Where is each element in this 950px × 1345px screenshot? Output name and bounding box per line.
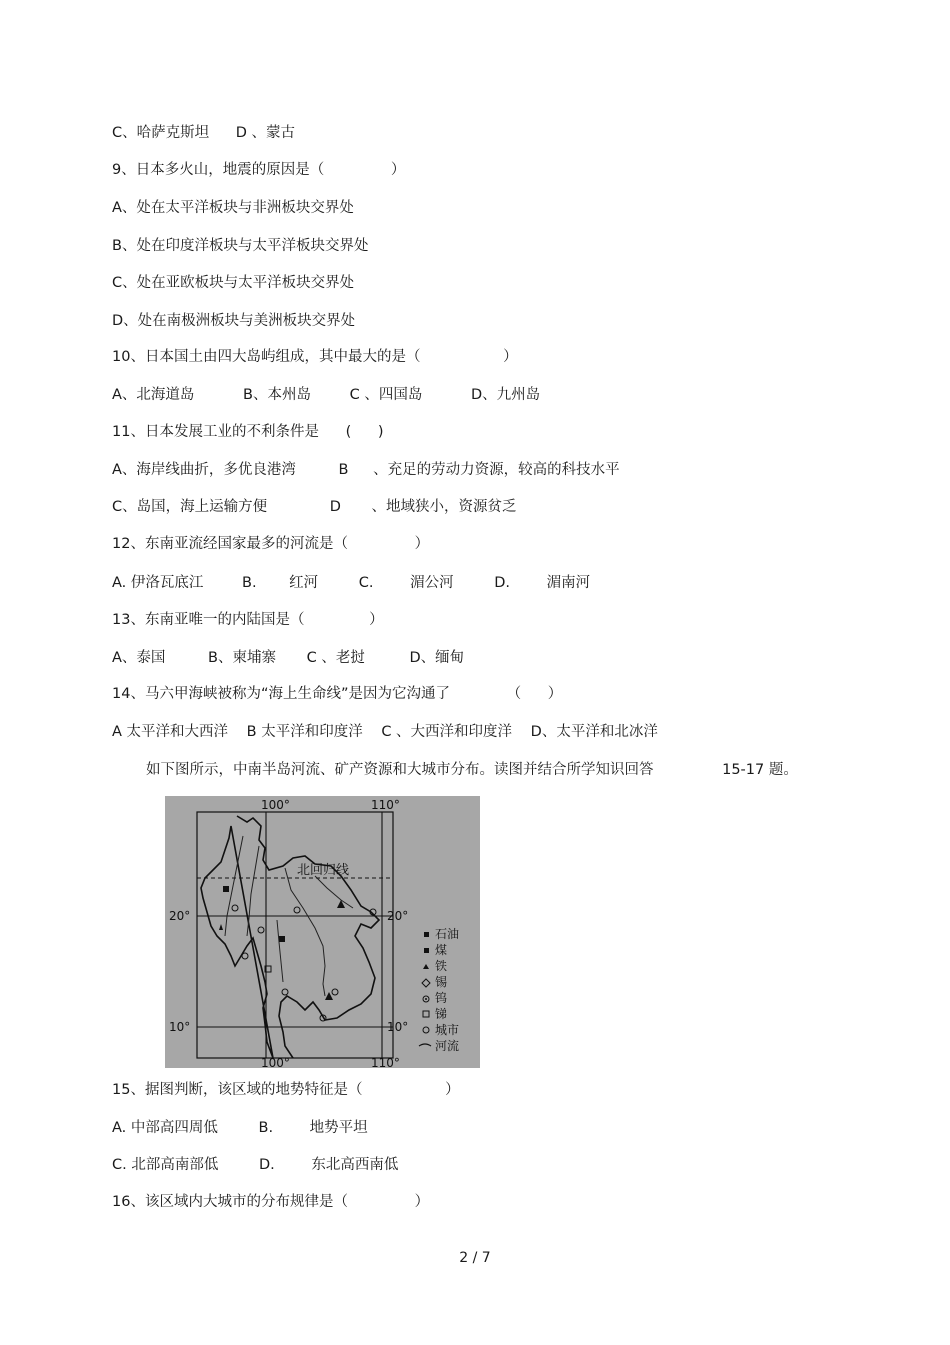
q9-option-c <box>112 273 354 293</box>
q13-options <box>112 648 464 668</box>
option-c: C、岛国，海上运输方便 <box>112 499 268 515</box>
legend-river: 河流 <box>435 1039 460 1053</box>
option-d: D 、蒙古 <box>235 125 296 141</box>
question-text: 12、东南亚流经国家最多的河流是（ <box>112 536 348 552</box>
option-b-letter: B <box>338 462 349 478</box>
answer-bracket: ） <box>369 612 384 628</box>
legend-oil-icon <box>424 932 429 937</box>
legend-tungsten-dot <box>425 998 427 1000</box>
answer-bracket: ） <box>445 1082 460 1098</box>
question-text: 10、日本国土由四大岛屿组成，其中最大的是（ <box>112 349 421 365</box>
q11-options-ab <box>112 460 620 480</box>
question-text: 13、东南亚唯一的内陆国是（ <box>112 612 305 628</box>
option-b-letter: B. <box>258 1120 274 1136</box>
lat-label-right-20: 20° <box>387 909 409 923</box>
option-d: D、缅甸 <box>409 650 465 666</box>
legend-city: 城市 <box>435 1023 460 1037</box>
question-text: 16、该区域内大城市的分布规律是（ <box>112 1194 348 1210</box>
option-c-letter: C. <box>358 575 374 591</box>
option-d-text: 东北高西南低 <box>311 1157 399 1173</box>
option-a: A、北海道岛 <box>112 387 195 403</box>
legend-coal-icon <box>424 948 429 953</box>
question-text: 15、据图判断，该区域的地势特征是（ <box>112 1082 363 1098</box>
q11-stem <box>112 422 384 442</box>
option-d-letter: D. <box>494 575 511 591</box>
bracket-open: ( <box>345 424 352 440</box>
option-d: D、太平洋和北冰洋 <box>530 724 658 740</box>
lat-label-right-10: 10° <box>387 1020 409 1034</box>
question-text: 9、日本多火山，地震的原因是（ <box>112 162 325 178</box>
option-b: B、柬埔寨 <box>208 650 276 666</box>
map-svg <box>165 796 480 1068</box>
q13-stem <box>112 610 384 630</box>
option-b-text: 地势平坦 <box>309 1120 368 1136</box>
q9-option-b <box>112 236 368 256</box>
q12-options <box>112 573 590 593</box>
answer-bracket: ） <box>414 536 430 552</box>
q14-stem <box>112 684 562 704</box>
tropic-label: 北回归线 <box>297 863 350 878</box>
indochina-map <box>165 796 480 1068</box>
option-b: B 太平洋和印度洋 <box>246 724 363 740</box>
option-d-letter: D <box>329 499 341 515</box>
coal-symbol <box>223 886 229 892</box>
intro-text: 如下图所示，中南半岛河流、矿产资源和大城市分布。读图并结合所学知识回答 <box>146 762 654 778</box>
answer-bracket: ） <box>414 1194 430 1210</box>
question-range: 15-17 题。 <box>722 762 798 778</box>
option-a: A. 伊洛瓦底江 <box>112 575 204 591</box>
legend-antimony: 锑 <box>435 1007 448 1021</box>
option-b-text: 、充足的劳动力资源，较高的科技水平 <box>373 462 620 478</box>
q9-option-d <box>112 311 355 331</box>
option-text: C、处在亚欧板块与太平洋板块交界处 <box>112 275 355 291</box>
intro-15-17 <box>146 760 798 780</box>
q15-stem <box>112 1080 460 1100</box>
option-c: C 、老挝 <box>306 650 365 666</box>
answer-bracket: ） <box>503 349 518 365</box>
option-c: C 、大西洋和印度洋 <box>381 724 513 740</box>
q15-options-cd <box>112 1155 398 1175</box>
option-d: D、九州岛 <box>470 387 541 403</box>
q9-option-a <box>112 198 354 218</box>
option-text: B、处在印度洋板块与太平洋板块交界处 <box>112 238 369 254</box>
option-text: D、处在南极洲板块与美洲板块交界处 <box>112 313 356 329</box>
bracket-close: ) <box>377 424 384 440</box>
option-c: C、哈萨克斯坦 <box>112 125 210 141</box>
q10-options <box>112 385 540 405</box>
option-a: A. 中部高四周低 <box>112 1120 218 1136</box>
q14-options <box>112 722 658 742</box>
coal-symbol <box>279 936 285 942</box>
option-c: C 、四国岛 <box>349 387 423 403</box>
lat-label-left-10: 10° <box>169 1020 191 1034</box>
option-a: A 太平洋和大西洋 <box>112 724 229 740</box>
page-number: 2 / 7 <box>459 1250 491 1266</box>
option-d-text: 湄南河 <box>546 575 591 591</box>
option-a: A、海岸线曲折，多优良港湾 <box>112 462 296 478</box>
option-c-text: 湄公河 <box>410 575 454 591</box>
answer-bracket: ） <box>390 162 406 178</box>
legend-tin: 锡 <box>435 975 448 989</box>
legend-oil: 石油 <box>435 927 460 941</box>
q16-stem <box>112 1192 429 1212</box>
bracket-open: （ <box>506 686 522 702</box>
option-text: A、处在太平洋板块与非洲板块交界处 <box>112 200 354 216</box>
lat-label-left-20: 20° <box>169 909 191 923</box>
q8-options-cd <box>112 123 295 143</box>
legend-coal: 煤 <box>435 943 448 957</box>
q12-stem <box>112 534 429 554</box>
legend-tungsten: 钨 <box>435 991 448 1005</box>
lon-label-top-100: 100° <box>261 798 290 812</box>
q10-stem <box>112 347 518 367</box>
option-d-letter: D. <box>258 1157 275 1173</box>
question-text: 11、日本发展工业的不利条件是 <box>112 424 319 440</box>
lon-label-top-110: 110° <box>371 798 400 812</box>
option-c: C. 北部高南部低 <box>112 1157 219 1173</box>
option-b-letter: B. <box>242 575 257 591</box>
option-a: A、泰国 <box>112 650 166 666</box>
option-d-text: 、地域狭小，资源贫乏 <box>371 499 517 515</box>
lon-label-bottom-100: 100° <box>261 1056 290 1068</box>
q11-options-cd <box>112 497 517 517</box>
lon-label-bottom-110: 110° <box>371 1056 400 1068</box>
option-b: B、本州岛 <box>243 387 311 403</box>
option-b-text: 红河 <box>289 575 319 591</box>
legend-iron: 铁 <box>435 959 448 973</box>
q15-options-ab <box>112 1118 368 1138</box>
question-text: 14、马六甲海峡被称为“海上生命线”是因为它沟通了 <box>112 686 450 702</box>
bracket-close: ） <box>547 686 563 702</box>
q9-stem <box>112 160 405 180</box>
